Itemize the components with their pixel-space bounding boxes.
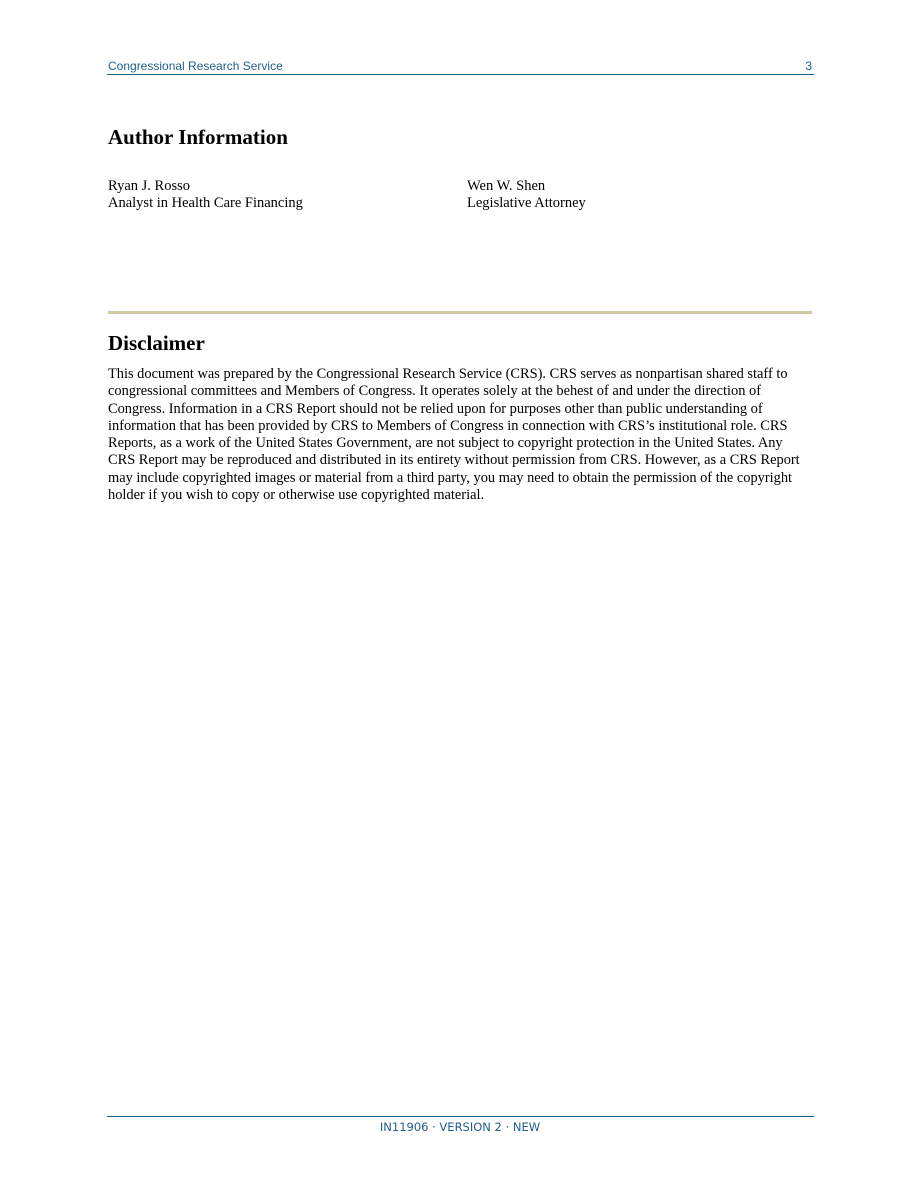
- section-divider: [108, 311, 812, 314]
- page-header: [107, 58, 814, 75]
- author-information-heading: Author Information: [108, 125, 288, 149]
- page-footer: IN11906 · VERSION 2 · NEW: [379, 1120, 541, 1134]
- disclaimer-heading: Disclaimer: [108, 331, 205, 355]
- author-title: Legislative Attorney: [467, 195, 586, 211]
- author-name: Wen W. Shen: [467, 178, 546, 194]
- author-name: Ryan J. Rosso: [108, 178, 191, 194]
- author-block: [467, 178, 586, 212]
- header-page-number: 3: [805, 59, 812, 73]
- author-block: [108, 178, 303, 212]
- author-title: Analyst in Health Care Financing: [108, 195, 303, 211]
- footer-divider: [107, 1116, 814, 1117]
- header-organization: Congressional Research Service: [108, 59, 283, 73]
- disclaimer-text: This document was prepared by the Congressional Research Service (CRS). CRS serves as nonpartisan shared staff to congressional committees and Members of Congress. It operates solely at the behest of and under the direction of Congress. Information in a CRS Report should not be relied upon for purposes other than public understanding of information that has been provided by CRS to Members of Congress in connection with CRS’s institutional role. CRS Reports, as a work of the United States Government, are not subject to copyright protection in the United States. Any CRS Report may be reproduced and distributed in its entirety without permission from CRS. However, as a CRS Report may include copyrighted images or material from a third party, you may need to obtain the permission of the copyright holder if you wish to copy or otherwise use copyrighted material.: [108, 366, 800, 504]
